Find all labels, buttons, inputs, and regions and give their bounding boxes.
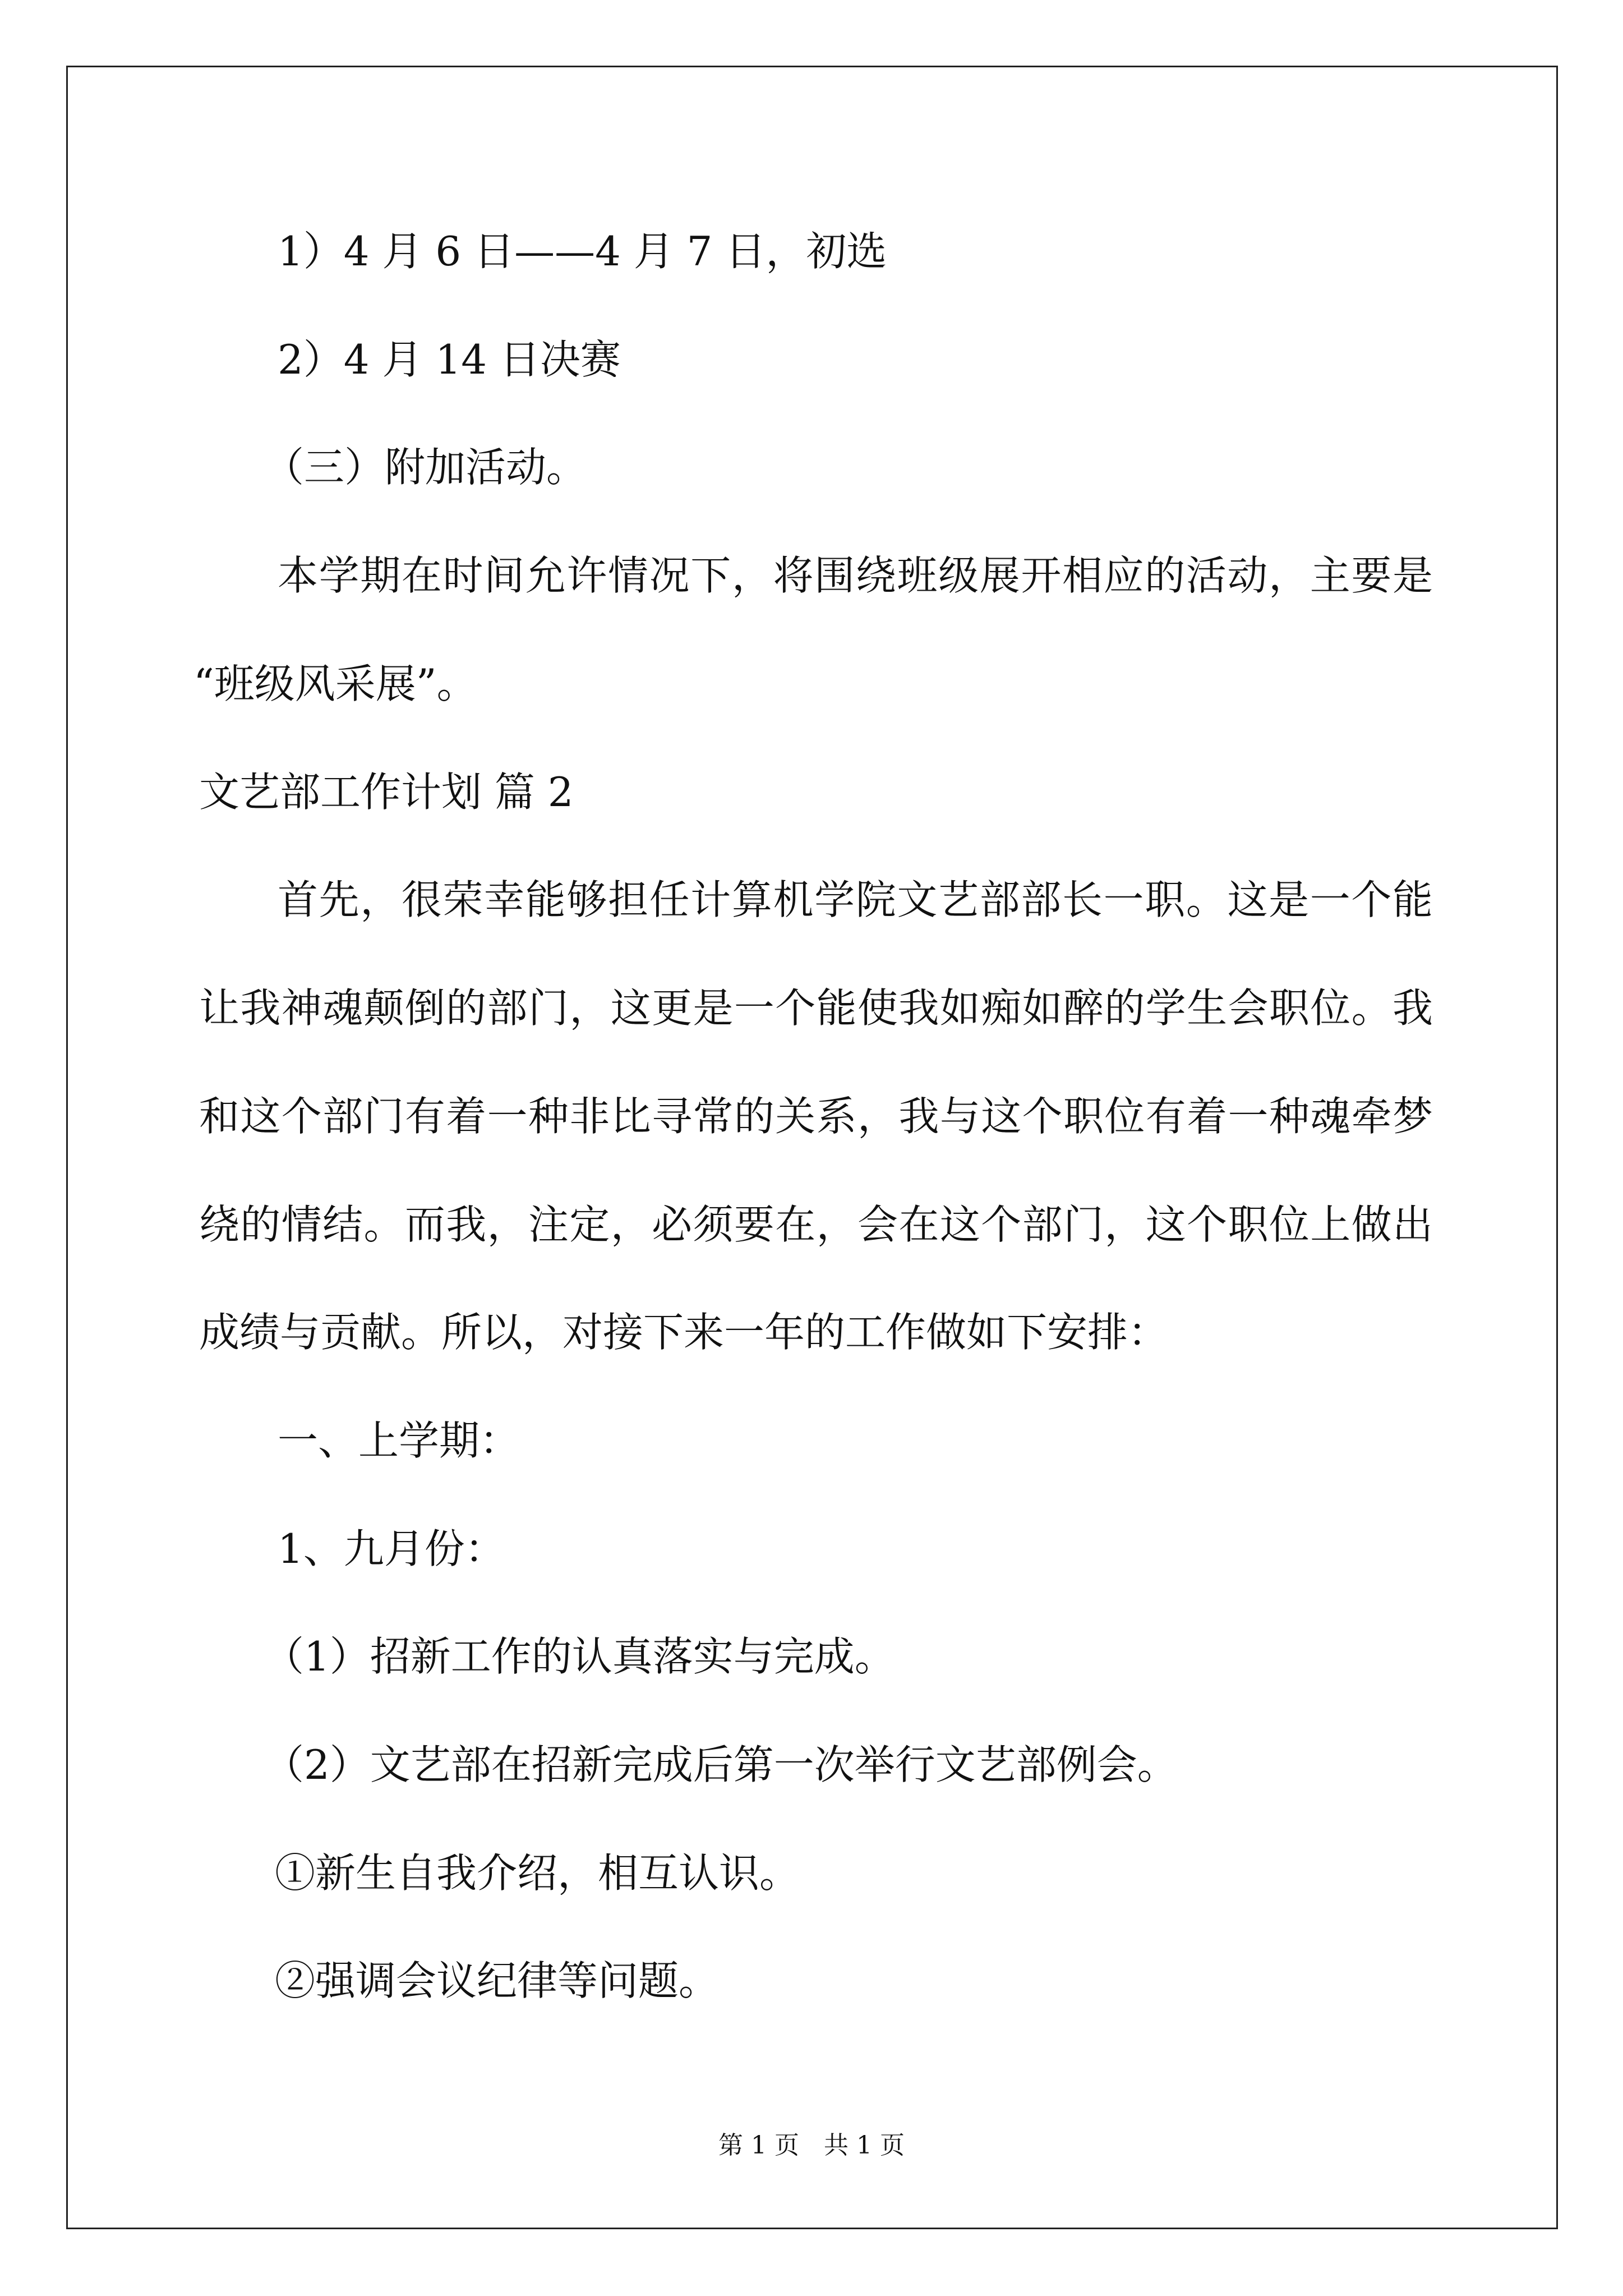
paragraph-line: 让我神魂颠倒的部门，这更是一个能使我如痴如醉的学生会职位。我: [199, 984, 1433, 1032]
section-heading-first-semester: 一、上学期：: [278, 1417, 520, 1464]
paragraph-line: 绕的情结。而我，注定，必须要在，会在这个部门，这个职位上做出: [199, 1201, 1433, 1248]
list-item: ①新生自我介绍，相互认识。: [275, 1849, 800, 1897]
page-border: [66, 66, 1558, 2229]
paragraph-line: 成绩与贡献。所以，对接下来一年的工作做如下安排：: [199, 1309, 1169, 1356]
schedule-item-1: 1）4 月 6 日——4 月 7 日，初选: [278, 228, 887, 275]
subheading-september: 1、九月份：: [278, 1525, 505, 1572]
paragraph-line: 本学期在时间允许情况下，将围绕班级展开相应的活动，主要是: [278, 552, 1433, 599]
schedule-item-2: 2）4 月 14 日决赛: [278, 336, 621, 383]
section-heading-extra-activities: （三）附加活动。: [264, 444, 587, 491]
paragraph-line: 和这个部门有着一种非比寻常的关系，我与这个职位有着一种魂牵梦: [199, 1093, 1433, 1140]
list-item: （2）文艺部在招新完成后第一次举行文艺部例会。: [264, 1741, 1178, 1788]
page-footer: 第 1 页 共 1 页: [718, 2131, 905, 2160]
paragraph-line: 首先，很荣幸能够担任计算机学院文艺部部长一职。这是一个能: [278, 876, 1433, 923]
list-item: ②强调会议纪律等问题。: [275, 1957, 720, 2004]
paragraph-line: “班级风采展”。: [193, 660, 477, 707]
article-heading: 文艺部工作计划 篇 2: [199, 769, 574, 816]
list-item: （1）招新工作的认真落实与完成。: [264, 1633, 895, 1680]
